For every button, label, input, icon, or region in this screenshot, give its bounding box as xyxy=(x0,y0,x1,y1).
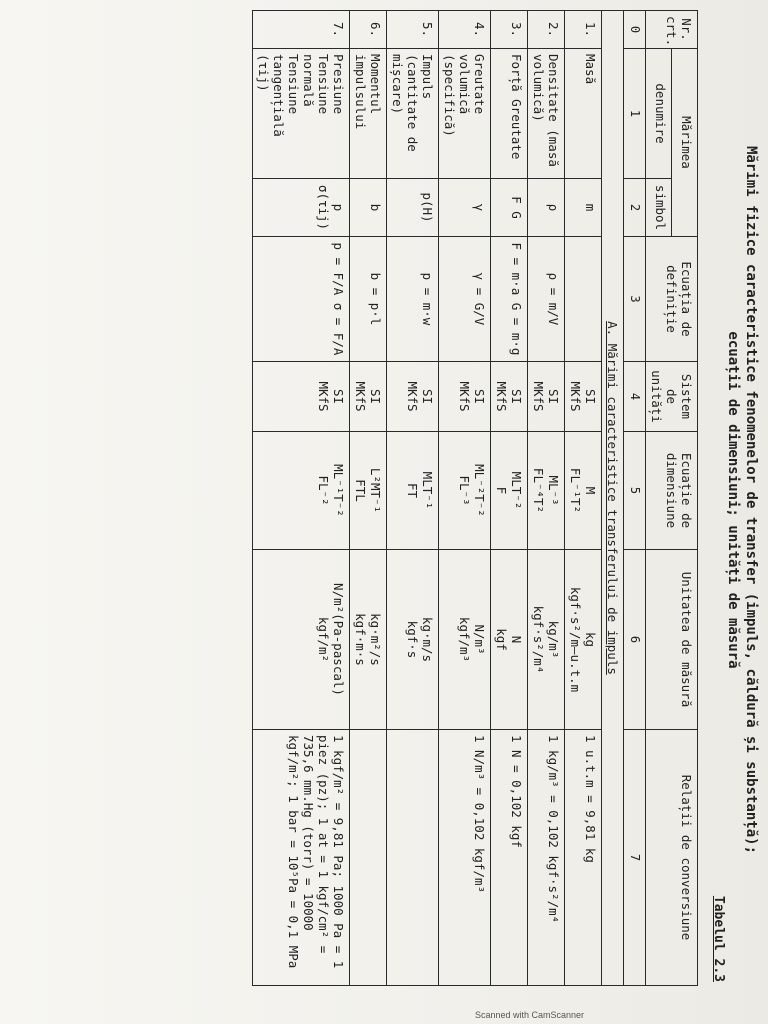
row-number: 3. xyxy=(491,11,528,49)
systems-value: MKfS xyxy=(457,381,472,412)
dimensions-value: FTL xyxy=(353,479,368,502)
dimensions-value: FL⁻³ xyxy=(457,475,472,506)
dimensions-value: FL⁻⁴T² xyxy=(531,467,546,514)
data-table xyxy=(252,10,698,986)
row-equation: γ = G/V xyxy=(439,237,491,362)
units-value: kgf/m³ xyxy=(457,616,472,663)
units-value: kg·m²/s xyxy=(368,613,383,666)
header-nr: Nr. crt. xyxy=(646,11,698,49)
row-equation: F = m·a G = m·g xyxy=(491,237,528,362)
row-number: 7. xyxy=(253,11,350,49)
dimensions-value: FL⁻¹T² xyxy=(568,467,583,514)
row-systems xyxy=(350,362,387,432)
header-simbol: simbol xyxy=(646,179,672,237)
row-conversion: 1 N/m³ = 0,102 kgf/m³ xyxy=(439,730,491,986)
units-value: kg xyxy=(583,631,598,648)
index-cell: 6 xyxy=(624,550,646,730)
systems-value: MKfS xyxy=(568,381,583,412)
row-name: Impuls (cantitate de mișcare) xyxy=(387,49,439,179)
index-cell: 0 xyxy=(624,11,646,49)
table-row xyxy=(491,11,528,986)
systems-value: SI xyxy=(509,388,524,405)
row-units xyxy=(565,550,602,730)
units-value: kgf/m² xyxy=(316,616,331,663)
systems-value: SI xyxy=(368,388,383,405)
row-conversion: 1 kg/m³ = 0,102 kgf·s²/m⁴ xyxy=(528,730,565,986)
row-units xyxy=(528,550,565,730)
row-units xyxy=(253,550,350,730)
systems-value: MKfS xyxy=(531,381,546,412)
header-sistem: Sistem de unități xyxy=(646,362,698,432)
header-dimensiune: Ecuație de dimensiune xyxy=(646,432,698,550)
row-equation: ρ = m/V xyxy=(528,237,565,362)
units-value: N xyxy=(509,635,524,644)
row-conversion xyxy=(350,730,387,986)
table-row xyxy=(350,11,387,986)
row-units xyxy=(491,550,528,730)
row-symbol: p σ(τij) xyxy=(253,179,350,237)
row-number: 1. xyxy=(565,11,602,49)
row-symbol: b xyxy=(350,179,387,237)
units-value: kgf·m·s xyxy=(353,613,368,666)
index-cell: 3 xyxy=(624,237,646,362)
dimensions-value: MLT⁻¹ xyxy=(420,471,435,510)
row-units xyxy=(350,550,387,730)
row-units xyxy=(387,550,439,730)
row-conversion: 1 u.t.m = 9,81 kg xyxy=(565,730,602,986)
systems-value: MKfS xyxy=(405,381,420,412)
row-symbol: ρ xyxy=(528,179,565,237)
header-marimea: Mărimea xyxy=(672,49,698,237)
systems-value: SI xyxy=(546,388,561,405)
row-symbol: γ xyxy=(439,179,491,237)
table-row xyxy=(565,11,602,986)
systems-value: MKfS xyxy=(494,381,509,412)
row-dimensions xyxy=(253,432,350,550)
index-row xyxy=(624,11,646,986)
row-equation: p = F/A σ = F/A xyxy=(253,237,350,362)
row-dimensions xyxy=(528,432,565,550)
row-equation xyxy=(565,237,602,362)
row-symbol: p(H) xyxy=(387,179,439,237)
header-relatia: Relații de conversiune xyxy=(646,730,698,986)
systems-value: SI xyxy=(472,388,487,405)
row-systems xyxy=(253,362,350,432)
document-title xyxy=(724,20,760,980)
units-value: kgf xyxy=(494,628,509,651)
title-line-2: ecuații de dimensiuni; unități de măsură xyxy=(725,331,741,669)
units-value: kgf·s²/m–u.t.m xyxy=(568,586,583,693)
table-reference: Tabelul 2.3 xyxy=(711,895,726,982)
row-dimensions xyxy=(387,432,439,550)
systems-value: SI xyxy=(420,388,435,405)
dimensions-value: ML⁻²T⁻² xyxy=(472,464,487,517)
row-name: Momentul impulsului xyxy=(350,49,387,179)
header-ecuatia: Ecuația de definiție xyxy=(646,237,698,362)
section-row xyxy=(602,11,624,986)
row-conversion xyxy=(387,730,439,986)
row-dimensions xyxy=(439,432,491,550)
table-row xyxy=(253,11,350,986)
row-name: Masă xyxy=(565,49,602,179)
row-number: 6. xyxy=(350,11,387,49)
dimensions-value: FT xyxy=(405,482,420,499)
scanner-watermark: Scanned with CamScanner xyxy=(474,1010,584,1020)
row-dimensions xyxy=(350,432,387,550)
row-name: Greutate volumică (specifică) xyxy=(439,49,491,179)
row-conversion: 1 kgf/m² = 9,81 Pa; 1000 Pa = 1 piez (pz); 1 at = 1 kgf/cm² = 735,6 mm.Hg (torr) = 10000 kgf/m²; 1 bar = 10⁵Pa = 0,1 MPa xyxy=(253,730,350,986)
table-row xyxy=(439,11,491,986)
units-value: kgf·s xyxy=(405,620,420,659)
dimensions-value: FL⁻² xyxy=(316,475,331,506)
dimensions-value: M xyxy=(583,486,598,495)
index-cell: 5 xyxy=(624,432,646,550)
row-systems xyxy=(565,362,602,432)
row-number: 4. xyxy=(439,11,491,49)
index-cell: 2 xyxy=(624,179,646,237)
dimensions-value: ML⁻³ xyxy=(546,475,561,506)
dimensions-value: MLT⁻² xyxy=(509,471,524,510)
row-symbol: F G xyxy=(491,179,528,237)
dimensions-value: ML⁻¹T⁻² xyxy=(331,464,346,517)
row-dimensions xyxy=(565,432,602,550)
systems-value: MKfS xyxy=(316,381,331,412)
systems-value: SI xyxy=(331,388,346,405)
row-name: Forță Greutate xyxy=(491,49,528,179)
systems-value: MKfS xyxy=(353,381,368,412)
table-row xyxy=(528,11,565,986)
units-value: N/m³ xyxy=(472,624,487,655)
units-value: kg·m/s xyxy=(420,616,435,663)
row-equation: p = m·w xyxy=(387,237,439,362)
units-value: N/m²(Pa-pascal) xyxy=(331,583,346,696)
header-denumire: denumire xyxy=(646,49,672,179)
units-value: kgf·s²/m⁴ xyxy=(531,605,546,674)
title-line-1: Mărimi fizice caracteristice fenomenelor de transfer (impuls, căldură și substanță); xyxy=(743,145,759,854)
units-value: kg/m³ xyxy=(546,620,561,659)
row-name: Densitate (masă volumică) xyxy=(528,49,565,179)
systems-value: SI xyxy=(583,388,598,405)
row-systems xyxy=(387,362,439,432)
table-row xyxy=(387,11,439,986)
row-equation: b = p·l xyxy=(350,237,387,362)
row-symbol: m xyxy=(565,179,602,237)
row-conversion: 1 N = 0,102 kgf xyxy=(491,730,528,986)
index-cell: 4 xyxy=(624,362,646,432)
section-title: A. Mărimi caracteristice transferului de impuls xyxy=(602,11,624,986)
row-number: 2. xyxy=(528,11,565,49)
index-cell: 7 xyxy=(624,730,646,986)
row-systems xyxy=(528,362,565,432)
header-unitatea: Unitatea de măsură xyxy=(646,550,698,730)
row-systems xyxy=(491,362,528,432)
row-number: 5. xyxy=(387,11,439,49)
dimensions-value: L²MT⁻¹ xyxy=(368,467,383,514)
row-dimensions xyxy=(491,432,528,550)
index-cell: 1 xyxy=(624,49,646,179)
row-name: Presiune Tensiune normală Tensiune tangențială (τij) xyxy=(253,49,350,179)
dimensions-value: F xyxy=(494,486,509,495)
row-systems xyxy=(439,362,491,432)
row-units xyxy=(439,550,491,730)
